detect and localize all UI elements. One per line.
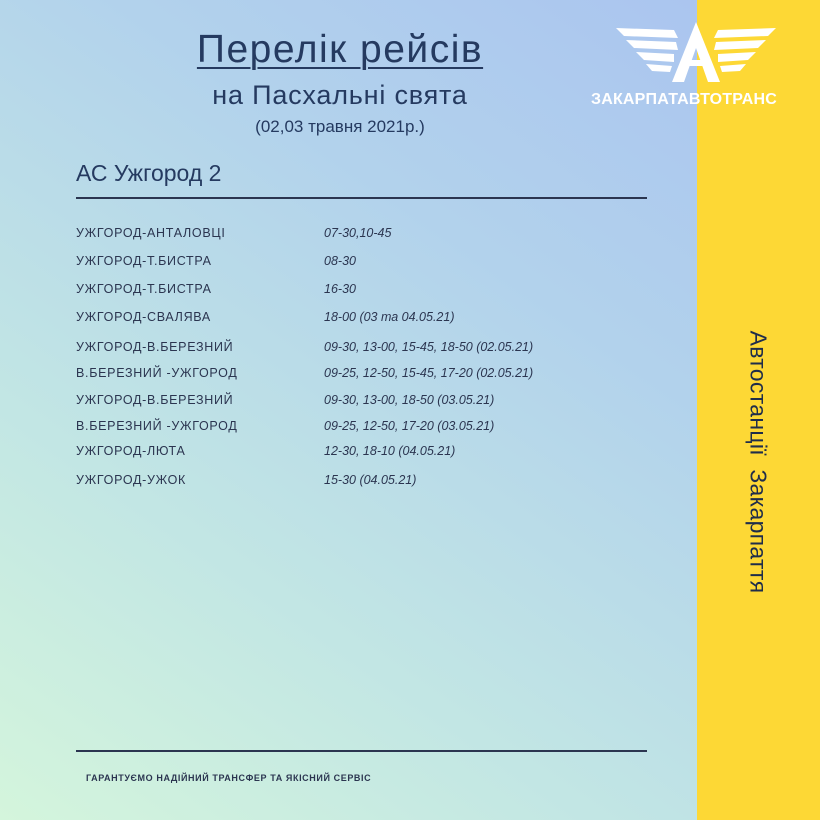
route-times: 15-30 (04.05.21) [324,473,417,487]
side-band-text: Автостанції Закарпаття [745,330,772,594]
route-name: В.БЕРЕЗНИЙ -УЖГОРОД [76,419,238,433]
route-times: 09-25, 12-50, 17-20 (03.05.21) [324,419,495,433]
brand-name: ЗАКАРПАТАВТОТРАНС [590,91,778,108]
route-name: УЖГОРОД-УЖОК [76,473,187,487]
route-row [76,444,676,466]
route-times: 07-30,10-45 [324,226,392,240]
route-name: УЖГОРОД-В.БЕРЕЗНИЙ [76,340,234,354]
route-times: 09-25, 12-50, 15-45, 17-20 (02.05.21) [324,366,534,380]
route-row [76,226,676,248]
route-name: УЖГОРОД-АНТАЛОВЦІ [76,226,226,240]
route-times: 09-30, 13-00, 18-50 (03.05.21) [324,393,495,407]
route-row [76,419,676,441]
footer-slogan: ГАРАНТУЄМО НАДІЙНИЙ ТРАНСФЕР ТА ЯКІСНИЙ СЕРВІС [86,773,372,783]
page-subtitle: на Пасхальні свята [212,80,468,110]
winged-a-logo-icon [612,20,780,84]
page-title: Перелік рейсів [196,28,484,71]
route-name: УЖГОРОД-ЛЮТА [76,444,186,458]
route-row [76,310,676,332]
route-name: УЖГОРОД-В.БЕРЕЗНИЙ [76,393,234,407]
divider-bottom [76,750,647,752]
route-row [76,366,676,388]
route-times: 18-00 (03 та 04.05.21) [324,310,455,324]
route-row [76,393,676,415]
route-name: УЖГОРОД-Т.БИСТРА [76,254,212,268]
route-times: 16-30 [324,282,356,296]
route-name: УЖГОРОД-Т.БИСТРА [76,282,212,296]
date-range: (02,03 травня 2021р.) [255,117,425,136]
route-times: 12-30, 18-10 (04.05.21) [324,444,456,458]
route-times: 08-30 [324,254,356,268]
divider-top [76,197,647,199]
route-row [76,282,676,304]
route-row [76,473,676,495]
station-name: АС Ужгород 2 [76,160,222,186]
route-times: 09-30, 13-00, 15-45, 18-50 (02.05.21) [324,340,534,354]
route-name: В.БЕРЕЗНИЙ -УЖГОРОД [76,366,238,380]
route-row [76,254,676,276]
route-row [76,340,676,362]
route-name: УЖГОРОД-СВАЛЯВА [76,310,211,324]
